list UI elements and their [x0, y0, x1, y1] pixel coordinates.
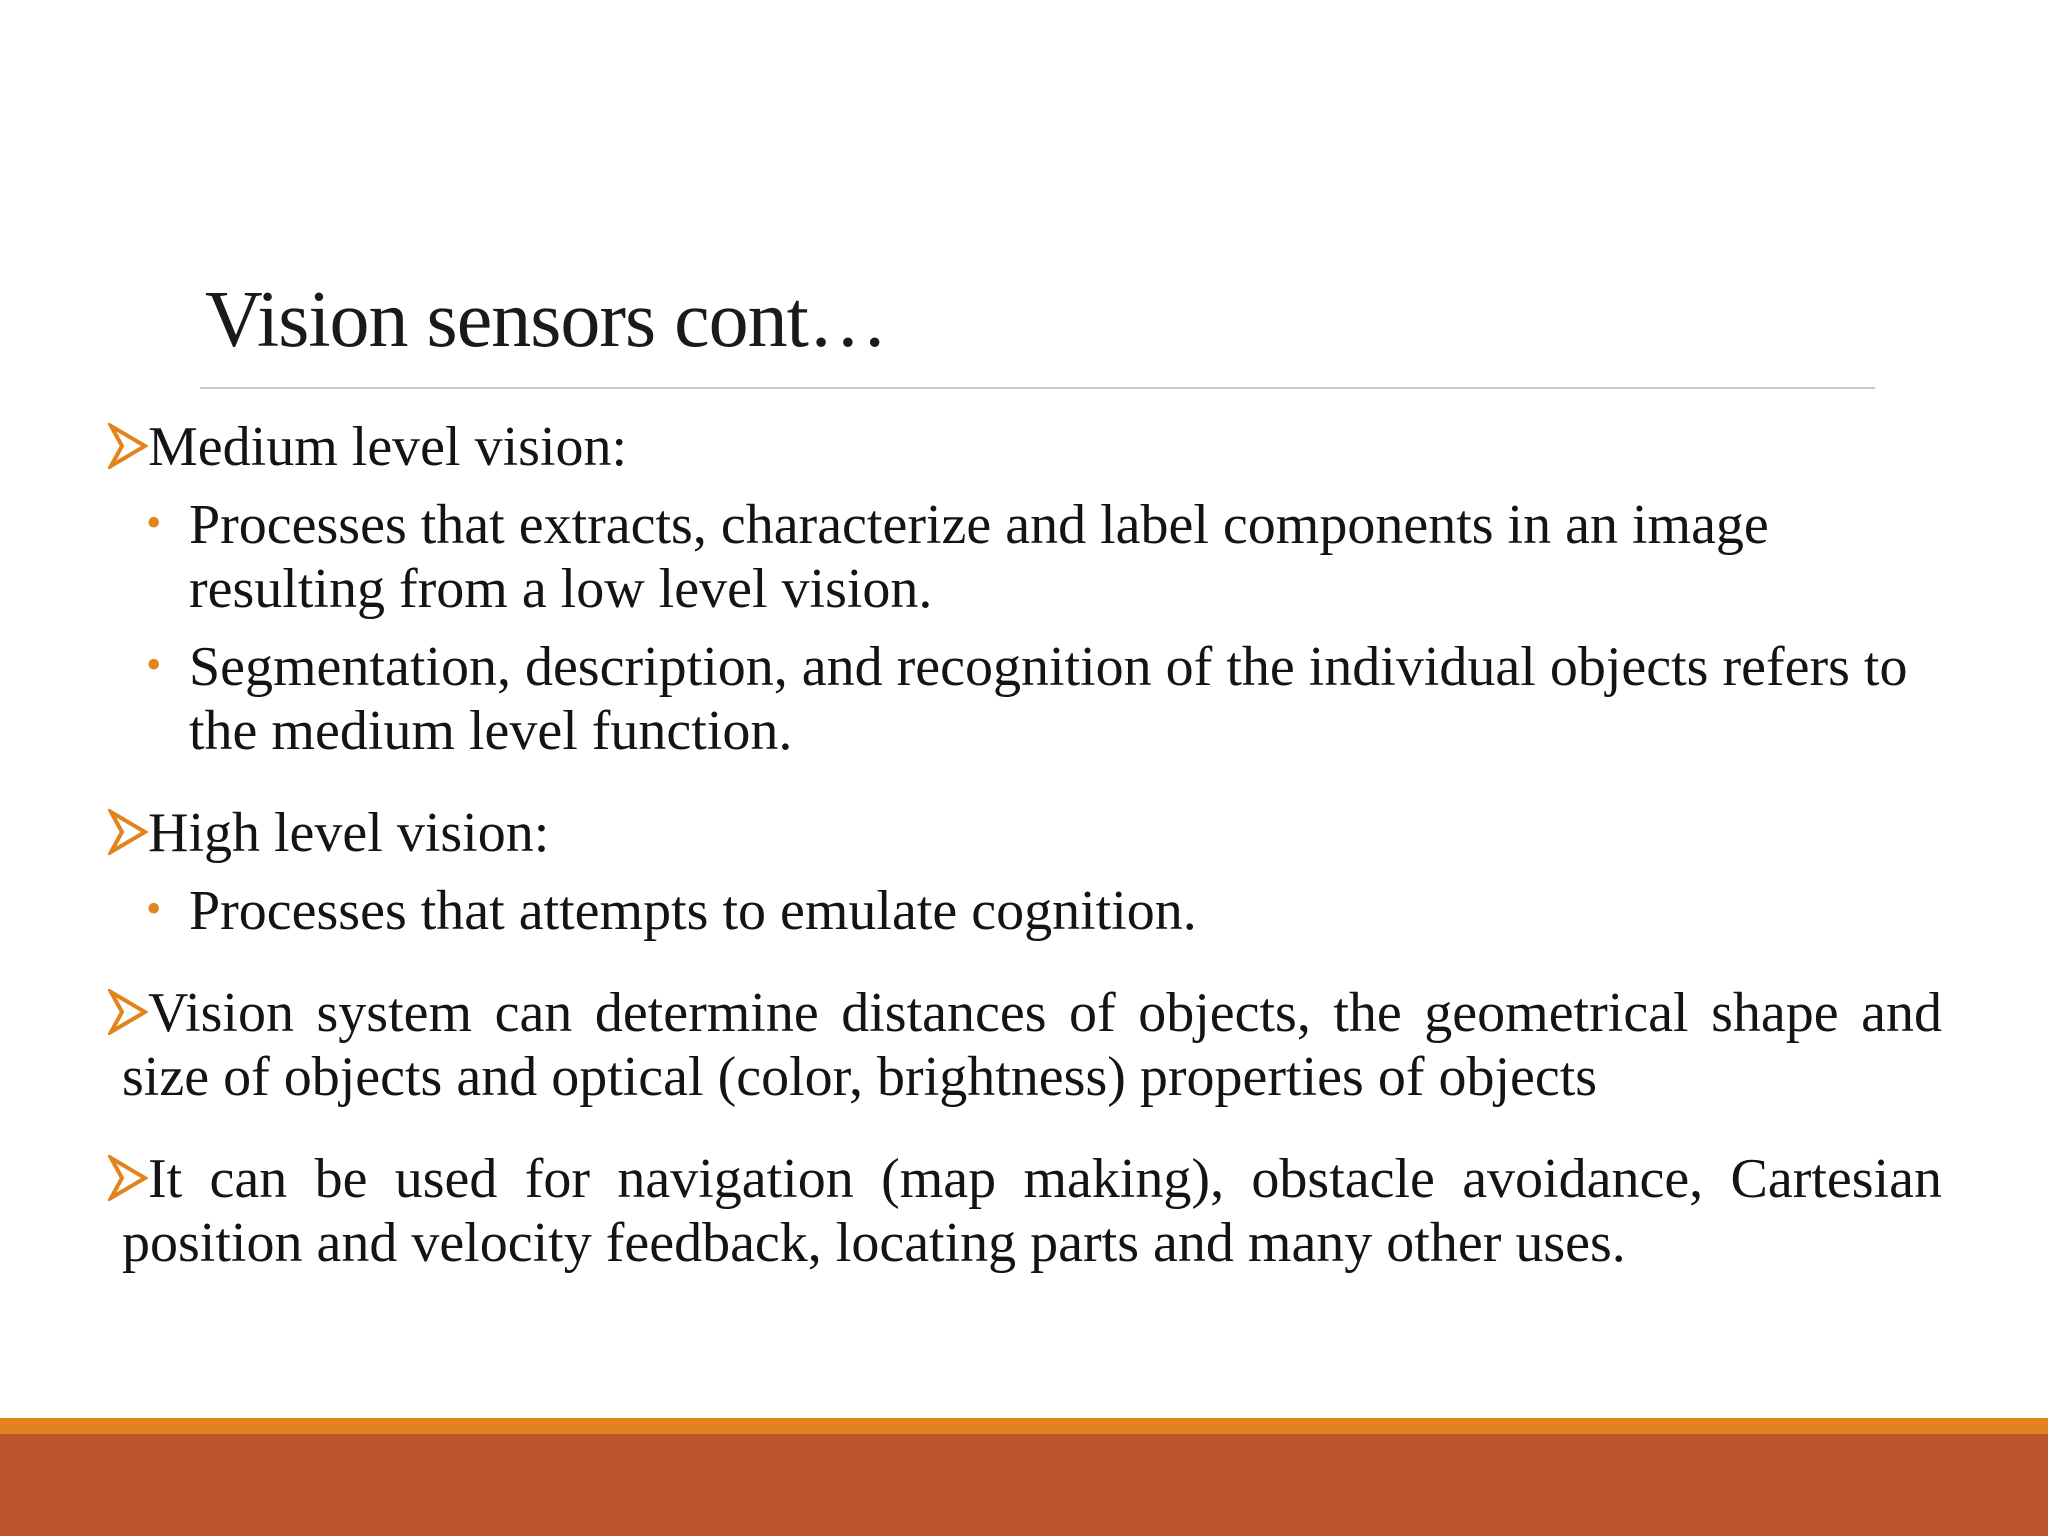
list-item-uses — [100, 1147, 1942, 1275]
arrow-outline-icon — [108, 423, 148, 469]
slide-content — [100, 415, 1942, 1275]
sub-bullet-text: Processes that extracts, characterize and label components in an image resulting from a low level vision. — [189, 494, 1769, 620]
list-item-high-level — [100, 801, 1942, 865]
bullet-dot-icon: • — [146, 498, 162, 547]
item-heading: High level vision: — [148, 802, 550, 864]
footer-accent-stripe — [0, 1418, 2048, 1434]
arrow-outline-icon — [108, 809, 148, 855]
footer-band — [0, 1434, 2048, 1536]
sub-bullet — [100, 635, 1942, 763]
item-text: Vision system can determine distances of objects, the geometrical shape and size of objects and optical (color, brightness) properties of objects — [122, 982, 1942, 1108]
list-item-vision-system — [100, 981, 1942, 1109]
list-item-medium-level — [100, 415, 1942, 479]
bullet-dot-icon: • — [146, 640, 162, 689]
arrow-outline-icon — [108, 989, 148, 1035]
sub-bullet — [100, 493, 1942, 621]
sub-bullet-text: Segmentation, description, and recognition of the individual objects refers to the medium level function. — [189, 636, 1908, 762]
sub-bullet — [100, 879, 1942, 943]
arrow-outline-icon — [108, 1155, 148, 1201]
title-divider — [200, 387, 1875, 389]
item-heading: Medium level vision: — [148, 416, 628, 478]
slide-title: Vision sensors cont… — [205, 276, 887, 364]
sub-bullet-text: Processes that attempts to emulate cognition. — [189, 880, 1197, 942]
item-text: It can be used for navigation (map making), obstacle avoidance, Cartesian position and velocity feedback, locating parts and many other uses. — [122, 1148, 1942, 1274]
bullet-dot-icon: • — [146, 884, 162, 933]
